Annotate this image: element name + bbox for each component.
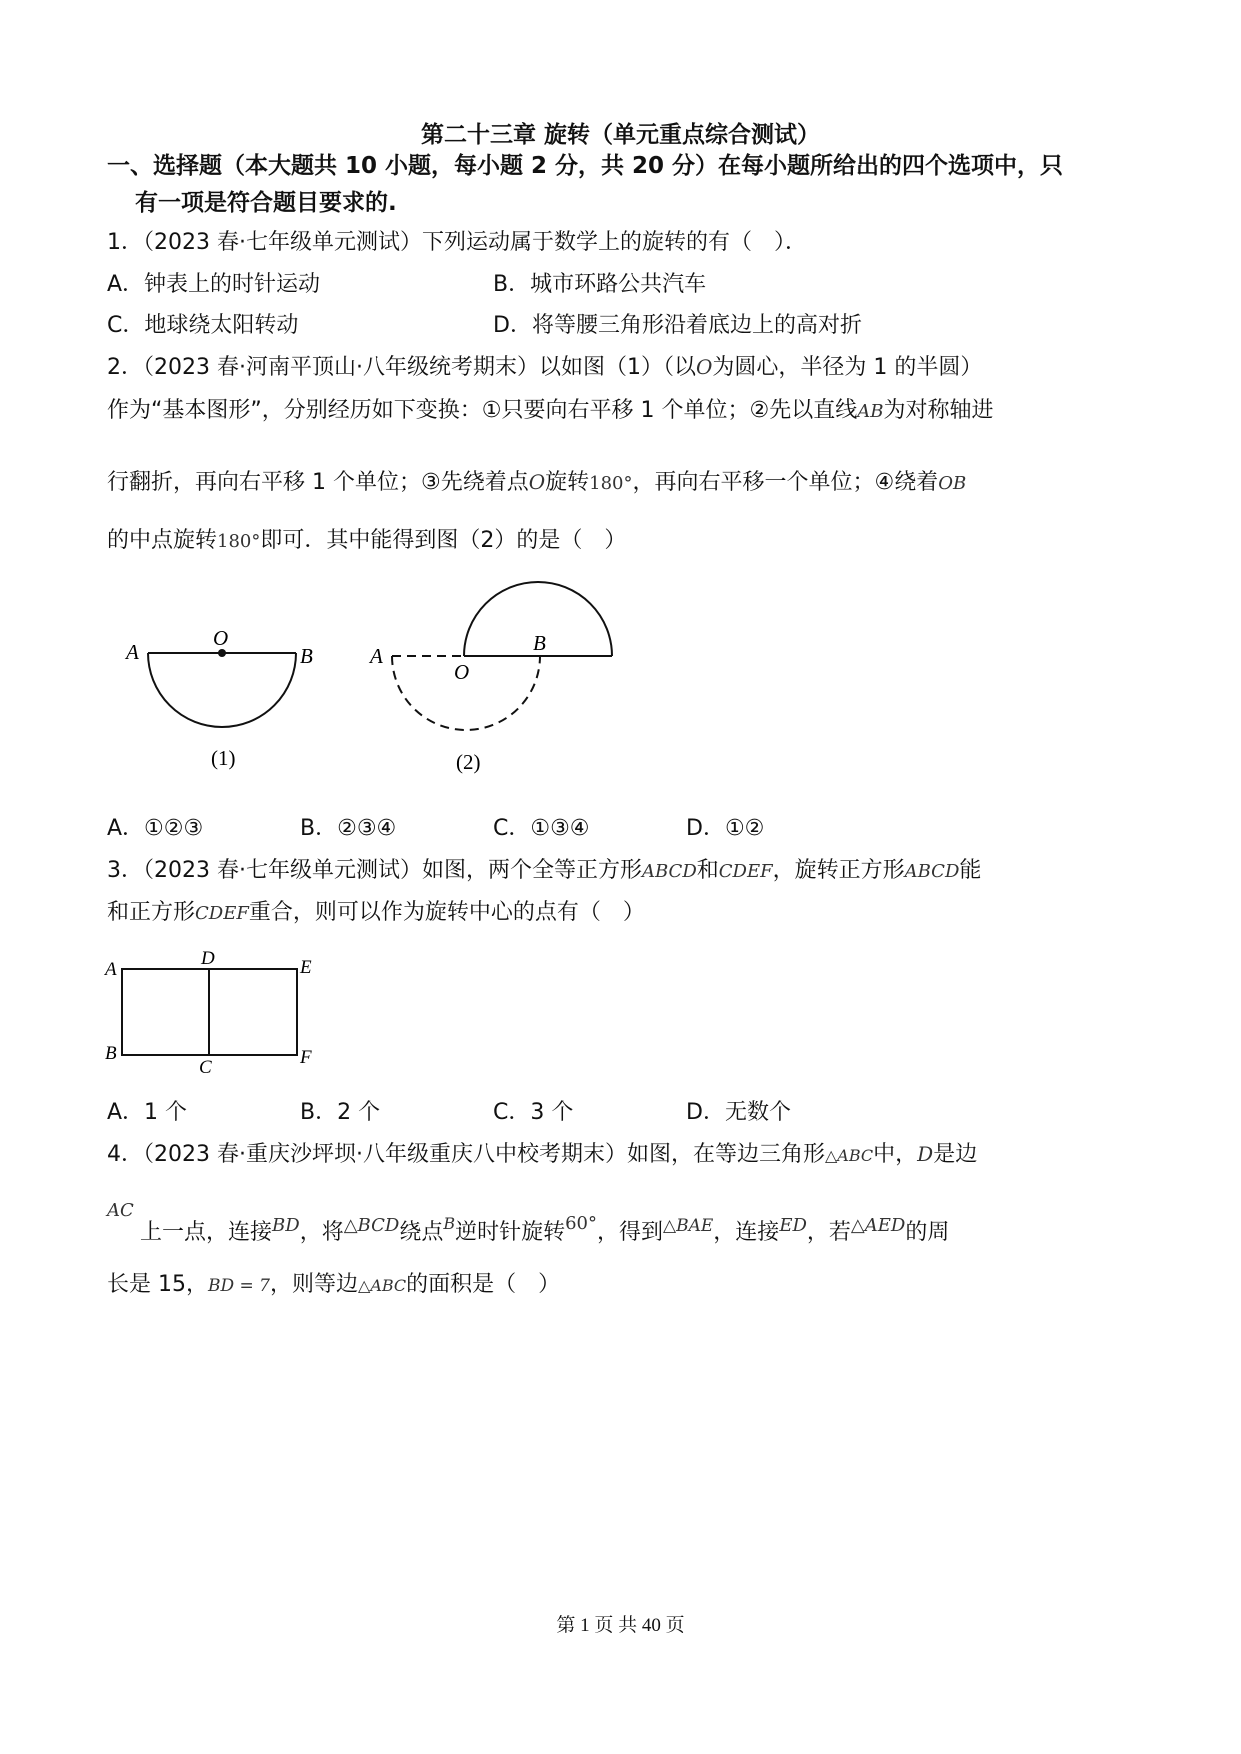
fig2-label-b: B bbox=[533, 631, 546, 655]
q4-math-abc: △ABC bbox=[824, 1146, 874, 1165]
q1-option-d: D．将等腰三角形沿着底边上的高对折 bbox=[493, 313, 862, 338]
q3-label-b: B bbox=[105, 1043, 117, 1064]
q3-figure-squares bbox=[100, 945, 330, 1080]
q3-math-abcd2: ABCD bbox=[904, 861, 960, 882]
q2-option-a: A．①②③ bbox=[107, 816, 204, 841]
q4-line3-text-b: ，则等边 bbox=[270, 1272, 359, 1297]
q3-label-d: D bbox=[201, 948, 215, 969]
q2-line4-text-a: 的中点旋转 bbox=[107, 528, 218, 553]
q4-math-60: 60° bbox=[565, 1213, 598, 1234]
q4-line2-text-c: 绕点 bbox=[399, 1220, 444, 1245]
q4-math-ac: AC bbox=[107, 1200, 134, 1221]
q1-option-c: C．地球绕太阳转动 bbox=[107, 313, 299, 338]
q2-math-O: O bbox=[695, 355, 713, 379]
q3-label-a: A bbox=[105, 959, 117, 980]
q2-option-c: C．①③④ bbox=[493, 816, 590, 841]
fig1-semicircle bbox=[148, 653, 296, 727]
q2-line2-text-a: 作为“基本图形”，分别经历如下变换：①只要向右平移 1 个单位；②先以直线 bbox=[107, 398, 858, 423]
q3-math-cdef2: CDEF bbox=[195, 903, 249, 924]
fig1-label-a: A bbox=[126, 640, 139, 664]
q2-line4 bbox=[107, 528, 626, 554]
fig1-label-o: O bbox=[213, 626, 229, 650]
q4-math-d: D bbox=[917, 1142, 934, 1166]
q4-line3-text-c: 的面积是（ ） bbox=[406, 1272, 561, 1297]
q3-line2-text-a: 和正方形 bbox=[107, 900, 196, 925]
q3-line2 bbox=[107, 900, 645, 926]
q4-line2-text-a: 上一点，连接 bbox=[140, 1220, 273, 1245]
q2-figure-1 bbox=[110, 615, 340, 780]
q2-line1-text-a: 2．（2023 春·河南平顶山·八年级统考期末）以如图（1）（以 bbox=[107, 355, 696, 380]
q4-line1-text-c: 是边 bbox=[933, 1142, 978, 1167]
q2-math-O2: O bbox=[528, 470, 546, 494]
q2-option-b: B．②③④ bbox=[300, 816, 397, 841]
q3-line2-text-b: 重合，则可以作为旋转中心的点有（ ） bbox=[248, 900, 645, 925]
q4-line3 bbox=[107, 1272, 560, 1298]
page-title: 第二十三章 旋转（单元重点综合测试） bbox=[420, 122, 820, 148]
q2-math-180b: 180° bbox=[217, 531, 261, 552]
q2-math-OB: OB bbox=[938, 473, 967, 494]
q3-line1-text-b: 和 bbox=[696, 858, 719, 883]
q4-math-ed: ED bbox=[779, 1215, 807, 1236]
q3-label-f: F bbox=[300, 1047, 312, 1068]
q1-stem: 1．（2023 春·七年级单元测试）下列运动属于数学上的旋转的有（ ）． bbox=[107, 230, 807, 255]
q4-line3-text-a: 长是 15， bbox=[107, 1272, 208, 1297]
fig1-caption: (1) bbox=[211, 746, 236, 770]
q4-math-aed: △AED bbox=[850, 1215, 906, 1236]
q4-line1 bbox=[107, 1142, 977, 1168]
q1-option-b: B．城市环路公共汽车 bbox=[493, 272, 707, 297]
q4-line1-text-a: 4．（2023 春·重庆沙坪坝·八年级重庆八中校考期末）如图，在等边三角形 bbox=[107, 1142, 825, 1167]
q3-label-c: C bbox=[199, 1057, 212, 1078]
q4-line2-text-d: 逆时针旋转 bbox=[455, 1220, 566, 1245]
fig1-center-point bbox=[218, 649, 226, 657]
q4-line1-text-b: 中， bbox=[873, 1142, 918, 1167]
q4-math-bd7: BD = 7 bbox=[208, 1276, 270, 1296]
q2-line1-text-b: 为圆心，半径为 1 的半圆） bbox=[712, 355, 983, 380]
q3-line1-text-d: 能 bbox=[959, 858, 982, 883]
q2-line2 bbox=[107, 398, 993, 424]
q3-option-a: A．1 个 bbox=[107, 1100, 188, 1125]
q3-option-d: D．无数个 bbox=[686, 1100, 791, 1125]
fig1-label-b: B bbox=[300, 644, 313, 668]
q4-line2-text-h: 的周 bbox=[905, 1220, 950, 1245]
q2-line2-text-b: 为对称轴进 bbox=[883, 398, 994, 423]
q4-line2-text-e: ，得到 bbox=[597, 1220, 664, 1245]
q4-math-abc2: △ABC bbox=[358, 1276, 407, 1295]
fig2-caption: (2) bbox=[456, 750, 481, 774]
q3-math-cdef: CDEF bbox=[718, 861, 773, 882]
q2-line1 bbox=[107, 355, 982, 381]
fig2-label-o: O bbox=[454, 660, 470, 684]
q2-math-180: 180° bbox=[589, 473, 633, 494]
q3-math-abcd: ABCD bbox=[641, 861, 697, 882]
q3-line1-text-c: ，旋转正方形 bbox=[772, 858, 905, 883]
section-heading-line2: 有一项是符合题目要求的. bbox=[135, 190, 397, 216]
q4-line2-text-f: ，连接 bbox=[713, 1220, 780, 1245]
q3-label-e: E bbox=[300, 957, 312, 978]
q4-math-b: B bbox=[443, 1214, 456, 1233]
page-footer: 第 1 页 共 40 页 bbox=[556, 1615, 685, 1636]
q4-line2-text-b: ，将 bbox=[299, 1220, 344, 1245]
fig2-label-a: A bbox=[370, 644, 383, 668]
q1-option-a: A．钟表上的时针运动 bbox=[107, 272, 321, 297]
q2-line3-text-c: ，再向右平移一个单位；④绕着 bbox=[632, 470, 939, 495]
q2-line3-text-a: 行翻折，再向右平移 1 个单位；③先绕着点 bbox=[107, 470, 529, 495]
q2-line3-text-b: 旋转 bbox=[545, 470, 590, 495]
q3-line1-text-a: 3．（2023 春·七年级单元测试）如图，两个全等正方形 bbox=[107, 858, 642, 883]
q3-line1 bbox=[107, 858, 981, 884]
q2-line3 bbox=[107, 470, 966, 496]
q2-option-d: D．①② bbox=[686, 816, 765, 841]
q4-math-bae: △BAE bbox=[663, 1216, 714, 1236]
q3-option-b: B．2 个 bbox=[300, 1100, 381, 1125]
section-heading-line1: 一、选择题（本大题共 10 小题，每小题 2 分，共 20 分）在每小题所给出的四个选项中，只 bbox=[107, 153, 1064, 179]
q4-math-bd: BD bbox=[272, 1215, 300, 1236]
q2-line4-text-b: 即可．其中能得到图（2）的是（ ） bbox=[260, 528, 627, 553]
q4-line2 bbox=[140, 1213, 949, 1246]
q3-option-c: C．3 个 bbox=[493, 1100, 574, 1125]
q4-line2-text-g: ，若 bbox=[806, 1220, 851, 1245]
q2-figure-2 bbox=[360, 575, 630, 780]
q2-math-AB: AB bbox=[857, 401, 884, 422]
q4-math-bcd: △BCD bbox=[343, 1215, 400, 1236]
